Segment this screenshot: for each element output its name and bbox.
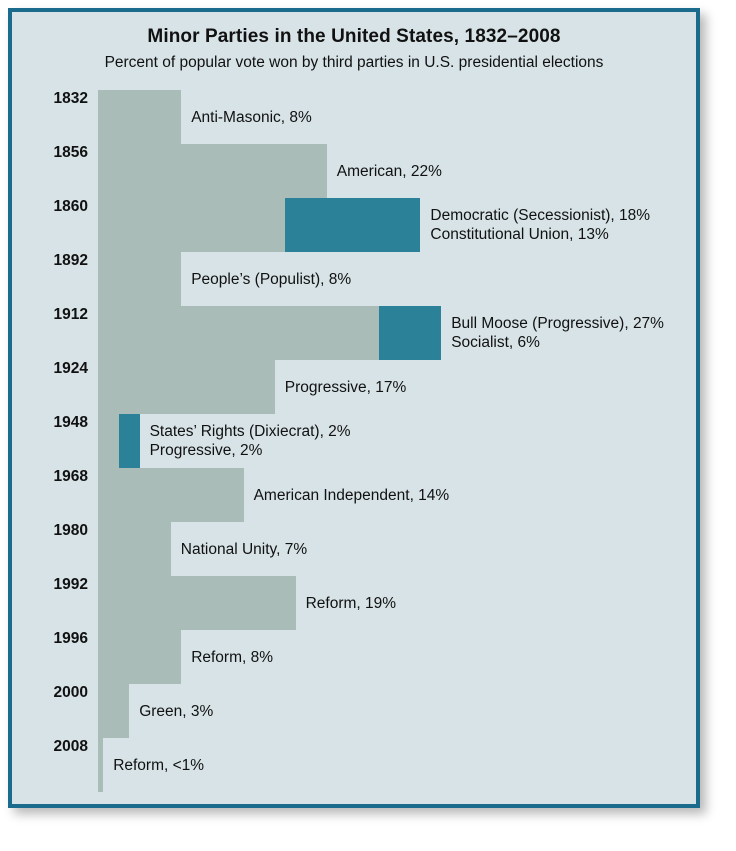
- bar-segment: [285, 198, 420, 252]
- bar-label-group: [181, 252, 351, 306]
- bar-group: [98, 360, 275, 414]
- chart-row: [12, 144, 696, 198]
- bar-group: [98, 468, 244, 522]
- chart-row: [12, 414, 696, 468]
- chart-header: [12, 12, 696, 72]
- bar-label-group: [244, 468, 450, 522]
- bar-label: Progressive, 17%: [284, 378, 407, 396]
- year-label: 2008: [53, 738, 88, 755]
- bar-label-group: [140, 414, 351, 468]
- bar-label-group: [327, 144, 442, 198]
- chart-row: [12, 576, 696, 630]
- bar-label: Progressive, 2%: [149, 442, 263, 459]
- year-label: 1980: [53, 522, 88, 539]
- chart-figure: [8, 8, 700, 808]
- bar-segment: [98, 198, 285, 252]
- bar-label-group: [181, 90, 312, 144]
- year-label: 1860: [53, 198, 88, 215]
- year-label: 2000: [53, 684, 88, 701]
- bar-group: [98, 306, 441, 360]
- bar-group: [98, 414, 140, 468]
- bar-label: Anti-Masonic, 8%: [191, 108, 312, 126]
- bar-group: [98, 630, 181, 684]
- chart-row: [12, 630, 696, 684]
- bar-segment: [98, 306, 379, 360]
- year-label: 1892: [53, 252, 88, 269]
- bar-label: Constitutional Union, 13%: [430, 226, 609, 243]
- bar-label-group: [275, 360, 406, 414]
- chart-row: [12, 522, 696, 576]
- bar-segment: [98, 252, 181, 306]
- bar-label: American Independent, 14%: [253, 486, 450, 504]
- bar-group: [98, 522, 171, 576]
- chart-plot-area: [12, 90, 696, 792]
- bar-label-group: [129, 684, 213, 738]
- bar-group: [98, 90, 181, 144]
- bar-group: [98, 144, 327, 198]
- bar-label: Green, 3%: [139, 702, 214, 720]
- bar-group: [98, 252, 181, 306]
- bar-label-group: [103, 738, 204, 792]
- bar-label: Reform, 19%: [305, 594, 397, 612]
- bar-label-group: [181, 630, 273, 684]
- bar-label-group: [171, 522, 307, 576]
- bar-segment: [119, 414, 140, 468]
- bar-group: [98, 198, 420, 252]
- chart-row: [12, 684, 696, 738]
- bar-label-group: [296, 576, 396, 630]
- bar-label: Socialist, 6%: [451, 334, 540, 351]
- bar-segment: [98, 414, 119, 468]
- chart-row: [12, 738, 696, 792]
- chart-row: [12, 198, 696, 252]
- bar-label: Bull Moose (Progressive), 27%: [451, 315, 664, 332]
- bar-group: [98, 684, 129, 738]
- bar-label: Reform, <1%: [113, 756, 205, 774]
- year-label: 1948: [53, 414, 88, 431]
- year-label: 1992: [53, 576, 88, 593]
- chart-row: [12, 252, 696, 306]
- bar-label: People’s (Populist), 8%: [191, 270, 352, 288]
- bar-label: American, 22%: [336, 162, 442, 180]
- bar-label: Reform, 8%: [191, 648, 274, 666]
- bar-segment: [98, 360, 275, 414]
- year-label: 1912: [53, 306, 88, 323]
- year-label: 1832: [53, 90, 88, 107]
- bar-group: [98, 576, 296, 630]
- year-label: 1856: [53, 144, 88, 161]
- chart-title: Minor Parties in the United States, 1832–2008: [147, 26, 561, 47]
- bar-label: States’ Rights (Dixiecrat), 2%: [149, 423, 351, 440]
- bar-label: Democratic (Secessionist), 18%: [430, 207, 651, 224]
- bar-segment: [379, 306, 441, 360]
- chart-row: [12, 90, 696, 144]
- bar-segment: [98, 468, 244, 522]
- chart-row: [12, 468, 696, 522]
- bar-segment: [98, 522, 171, 576]
- bar-segment: [98, 90, 181, 144]
- bar-label-group: [420, 198, 650, 252]
- bar-label-group: [441, 306, 664, 360]
- year-label: 1924: [53, 360, 88, 377]
- year-label: 1968: [53, 468, 88, 485]
- bar-segment: [98, 684, 129, 738]
- bar-label: National Unity, 7%: [180, 540, 308, 558]
- chart-row: [12, 360, 696, 414]
- bar-segment: [98, 576, 296, 630]
- bar-segment: [98, 630, 181, 684]
- bar-segment: [98, 144, 327, 198]
- chart-subtitle: Percent of popular vote won by third parties in U.S. presidential elections: [104, 54, 604, 71]
- chart-row: [12, 306, 696, 360]
- year-label: 1996: [53, 630, 88, 647]
